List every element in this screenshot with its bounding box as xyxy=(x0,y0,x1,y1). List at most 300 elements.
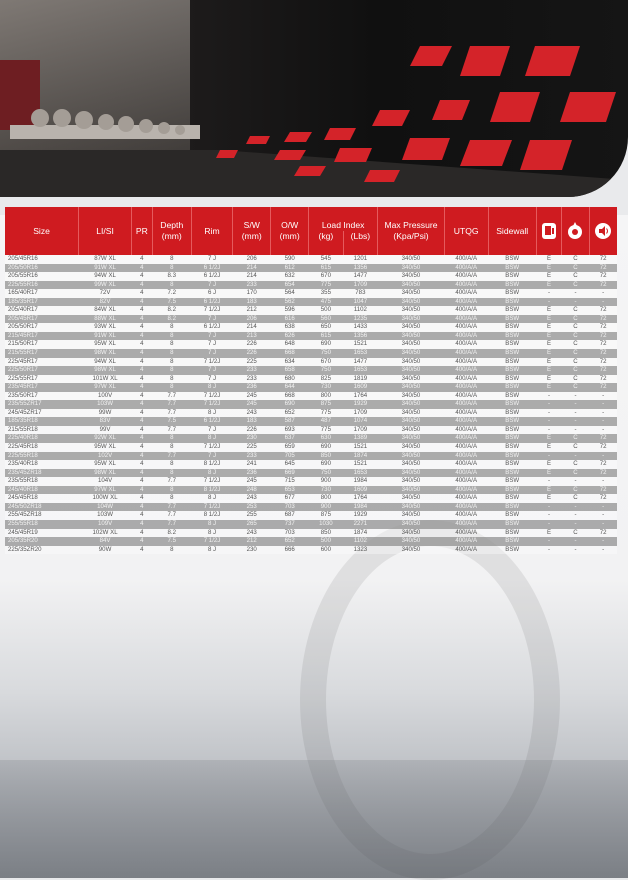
cell-pr: 4 xyxy=(132,315,153,324)
cell-depth: 7.7 xyxy=(152,392,191,401)
cell-max-pressure: 340/50 xyxy=(378,417,445,426)
cell-size: 205/55R16 xyxy=(5,272,79,281)
cell-pr: 4 xyxy=(132,281,153,290)
cell-size: 245/45ZR17 xyxy=(5,409,79,418)
cell-size: 225/40R18 xyxy=(5,434,79,443)
cell-rolling-noise: - xyxy=(589,298,617,307)
cell-pr: 4 xyxy=(132,529,153,538)
cell-size: 245/40R18 xyxy=(5,486,79,495)
cell-rolling-noise: 72 xyxy=(589,443,617,452)
cell-ow: 659 xyxy=(271,443,309,452)
cell-load-lbs: 783 xyxy=(343,289,378,298)
cell-max-pressure: 340/50 xyxy=(378,434,445,443)
sw-unit: (mm) xyxy=(241,231,262,241)
cell-li-si: 99V xyxy=(79,426,132,435)
cell-load-kg: 355 xyxy=(309,289,344,298)
cell-size: 235/55ZR17 xyxy=(5,400,79,409)
cell-sw: 233 xyxy=(233,452,271,461)
cell-ow: 562 xyxy=(271,298,309,307)
cell-sw: 226 xyxy=(233,426,271,435)
cell-depth: 7.7 xyxy=(152,409,191,418)
cell-rim: 7 J xyxy=(191,255,232,264)
cell-utqg: 400/A/A xyxy=(444,426,488,435)
table-row xyxy=(5,486,617,495)
cell-load-kg: 670 xyxy=(309,358,344,367)
cell-fuel-efficiency: E xyxy=(536,264,561,273)
cell-rim: 6 1/2J xyxy=(191,298,232,307)
cell-load-kg: 545 xyxy=(309,255,344,264)
cell-li-si: 83V xyxy=(79,417,132,426)
cell-rim: 8 1/2J xyxy=(191,460,232,469)
cell-li-si: 104V xyxy=(79,477,132,486)
cell-max-pressure: 340/50 xyxy=(378,358,445,367)
cell-max-pressure: 340/50 xyxy=(378,289,445,298)
cell-rolling-noise: 72 xyxy=(589,375,617,384)
cell-rolling-noise: 72 xyxy=(589,349,617,358)
cell-load-lbs: 1709 xyxy=(343,281,378,290)
cell-max-pressure: 340/50 xyxy=(378,323,445,332)
cell-ow: 668 xyxy=(271,349,309,358)
cell-fuel-efficiency: - xyxy=(536,289,561,298)
cell-fuel-efficiency: - xyxy=(536,409,561,418)
cell-sw: 225 xyxy=(233,443,271,452)
cell-sidewall: BSW xyxy=(488,486,536,495)
cell-utqg: 400/A/A xyxy=(444,529,488,538)
table-row xyxy=(5,375,617,384)
cell-depth: 7.7 xyxy=(152,426,191,435)
cell-load-lbs: 1323 xyxy=(343,546,378,555)
cell-ow: 687 xyxy=(271,511,309,520)
cell-fuel-efficiency: - xyxy=(536,503,561,512)
cell-li-si: 101W XL xyxy=(79,375,132,384)
cell-sw: 213 xyxy=(233,332,271,341)
cell-li-si: 100W XL xyxy=(79,494,132,503)
cell-wet-grip: C xyxy=(562,529,590,538)
cell-sw: 214 xyxy=(233,323,271,332)
cell-depth: 7.5 xyxy=(152,298,191,307)
cell-ow: 668 xyxy=(271,392,309,401)
cell-ow: 638 xyxy=(271,323,309,332)
cell-max-pressure: 340/50 xyxy=(378,315,445,324)
cell-load-lbs: 1609 xyxy=(343,383,378,392)
cell-size: 225/55R16 xyxy=(5,281,79,290)
cell-li-si: 95W XL xyxy=(79,340,132,349)
cell-wet-grip: - xyxy=(562,511,590,520)
cell-wet-grip: C xyxy=(562,375,590,384)
cell-fuel-efficiency: E xyxy=(536,375,561,384)
table-row xyxy=(5,358,617,367)
cell-ow: 693 xyxy=(271,426,309,435)
cell-pr: 4 xyxy=(132,306,153,315)
cell-utqg: 400/A/A xyxy=(444,306,488,315)
cell-depth: 8 xyxy=(152,349,191,358)
cell-depth: 8 xyxy=(152,264,191,273)
cell-size: 205/35R20 xyxy=(5,537,79,546)
cell-load-kg: 475 xyxy=(309,298,344,307)
cell-ow: 596 xyxy=(271,306,309,315)
cell-sidewall: BSW xyxy=(488,537,536,546)
cell-li-si: 102V xyxy=(79,452,132,461)
cell-wet-grip: C xyxy=(562,383,590,392)
cell-rolling-noise: - xyxy=(589,546,617,555)
cell-ow: 680 xyxy=(271,375,309,384)
cell-load-lbs: 1477 xyxy=(343,358,378,367)
table-row xyxy=(5,306,617,315)
ow-unit: (mm) xyxy=(279,231,300,241)
table-row xyxy=(5,272,617,281)
cell-pr: 4 xyxy=(132,298,153,307)
cell-fuel-efficiency: E xyxy=(536,340,561,349)
cell-ow: 637 xyxy=(271,434,309,443)
cell-utqg: 400/A/A xyxy=(444,349,488,358)
cell-ow: 677 xyxy=(271,494,309,503)
cell-load-kg: 730 xyxy=(309,486,344,495)
cell-rim: 7 1/2J xyxy=(191,400,232,409)
cell-size: 225/45R17 xyxy=(5,358,79,367)
cell-fuel-efficiency: E xyxy=(536,383,561,392)
cell-sw: 233 xyxy=(233,366,271,375)
cell-sidewall: BSW xyxy=(488,366,536,375)
table-row xyxy=(5,511,617,520)
cell-rolling-noise: - xyxy=(589,409,617,418)
cell-fuel-efficiency: - xyxy=(536,546,561,555)
cell-load-kg: 850 xyxy=(309,529,344,538)
cell-load-lbs: 1235 xyxy=(343,315,378,324)
cell-max-pressure: 340/50 xyxy=(378,400,445,409)
cell-depth: 8 xyxy=(152,323,191,332)
depth-unit: (mm) xyxy=(161,231,182,241)
cell-load-lbs: 1389 xyxy=(343,434,378,443)
cell-rim: 6 1/2J xyxy=(191,272,232,281)
cell-pr: 4 xyxy=(132,537,153,546)
cell-pr: 4 xyxy=(132,289,153,298)
cell-load-lbs: 1929 xyxy=(343,400,378,409)
cell-sw: 206 xyxy=(233,255,271,264)
col-sidewall: Sidewall xyxy=(488,207,536,255)
cell-pr: 4 xyxy=(132,349,153,358)
cell-rolling-noise: 72 xyxy=(589,264,617,273)
table-row xyxy=(5,409,617,418)
cell-sw: 255 xyxy=(233,511,271,520)
cell-sw: 226 xyxy=(233,340,271,349)
cell-size: 215/45R17 xyxy=(5,332,79,341)
cell-fuel-efficiency: - xyxy=(536,452,561,461)
cell-load-lbs: 1764 xyxy=(343,494,378,503)
cell-max-pressure: 340/50 xyxy=(378,469,445,478)
cell-pr: 4 xyxy=(132,520,153,529)
cell-li-si: 102W XL xyxy=(79,529,132,538)
cell-wet-grip: C xyxy=(562,486,590,495)
cell-rolling-noise: 72 xyxy=(589,486,617,495)
cell-pr: 4 xyxy=(132,443,153,452)
cell-utqg: 400/A/A xyxy=(444,255,488,264)
cell-pr: 4 xyxy=(132,366,153,375)
cell-rim: 8 J xyxy=(191,494,232,503)
cell-li-si: 103W xyxy=(79,400,132,409)
cell-rim: 8 J xyxy=(191,529,232,538)
cell-size: 225/55R18 xyxy=(5,452,79,461)
cell-sidewall: BSW xyxy=(488,349,536,358)
cell-utqg: 400/A/A xyxy=(444,281,488,290)
cell-sidewall: BSW xyxy=(488,315,536,324)
table-body xyxy=(5,255,617,554)
cell-max-pressure: 340/50 xyxy=(378,529,445,538)
cell-rim: 7 1/2J xyxy=(191,537,232,546)
cell-li-si: 99W xyxy=(79,409,132,418)
cell-sidewall: BSW xyxy=(488,452,536,461)
cell-li-si: 100V xyxy=(79,392,132,401)
col-size: Size xyxy=(5,207,79,255)
cell-max-pressure: 340/50 xyxy=(378,255,445,264)
cell-sidewall: BSW xyxy=(488,392,536,401)
cell-ow: 737 xyxy=(271,520,309,529)
cell-pr: 4 xyxy=(132,255,153,264)
cell-load-kg: 775 xyxy=(309,281,344,290)
cell-load-kg: 630 xyxy=(309,434,344,443)
cell-sidewall: BSW xyxy=(488,383,536,392)
cell-li-si: 94W XL xyxy=(79,358,132,367)
cell-size: 235/50R17 xyxy=(5,392,79,401)
cell-pr: 4 xyxy=(132,400,153,409)
cell-sidewall: BSW xyxy=(488,520,536,529)
cell-load-lbs: 1201 xyxy=(343,255,378,264)
cell-max-pressure: 340/50 xyxy=(378,340,445,349)
cell-utqg: 400/A/A xyxy=(444,537,488,546)
cell-depth: 8 xyxy=(152,358,191,367)
cell-load-lbs: 1819 xyxy=(343,375,378,384)
cell-ow: 590 xyxy=(271,255,309,264)
col-rim: Rim xyxy=(191,207,232,255)
cell-rolling-noise: - xyxy=(589,426,617,435)
cell-utqg: 400/A/A xyxy=(444,358,488,367)
cell-sw: 233 xyxy=(233,375,271,384)
cell-ow: 669 xyxy=(271,469,309,478)
cell-fuel-efficiency: E xyxy=(536,281,561,290)
cell-sw: 230 xyxy=(233,546,271,555)
cell-load-kg: 670 xyxy=(309,272,344,281)
col-fuel-efficiency xyxy=(536,207,561,255)
cell-max-pressure: 340/50 xyxy=(378,477,445,486)
cell-utqg: 400/A/A xyxy=(444,400,488,409)
cell-rolling-noise: 72 xyxy=(589,281,617,290)
cell-rim: 7 1/2J xyxy=(191,503,232,512)
cell-rim: 7 J xyxy=(191,340,232,349)
cell-wet-grip: C xyxy=(562,460,590,469)
cell-wet-grip: C xyxy=(562,340,590,349)
table-header xyxy=(5,207,617,255)
cell-load-lbs: 1356 xyxy=(343,264,378,273)
cell-depth: 8 xyxy=(152,494,191,503)
cell-utqg: 400/A/A xyxy=(444,375,488,384)
table-row xyxy=(5,349,617,358)
cell-sw: 212 xyxy=(233,537,271,546)
cell-ow: 626 xyxy=(271,332,309,341)
cell-load-kg: 487 xyxy=(309,417,344,426)
cell-sw: 248 xyxy=(233,486,271,495)
cell-sw: 233 xyxy=(233,281,271,290)
cell-rim: 8 J xyxy=(191,434,232,443)
table-row xyxy=(5,443,617,452)
table-row xyxy=(5,529,617,538)
cell-load-kg: 730 xyxy=(309,383,344,392)
table-row xyxy=(5,298,617,307)
cell-utqg: 400/A/A xyxy=(444,503,488,512)
cell-rolling-noise: 72 xyxy=(589,460,617,469)
fuel-efficiency-icon xyxy=(541,222,557,240)
cell-load-kg: 875 xyxy=(309,400,344,409)
table-row xyxy=(5,477,617,486)
cell-pr: 4 xyxy=(132,417,153,426)
cell-fuel-efficiency: E xyxy=(536,434,561,443)
table-row xyxy=(5,323,617,332)
cell-li-si: 104W xyxy=(79,503,132,512)
cell-load-kg: 560 xyxy=(309,315,344,324)
cell-max-pressure: 340/50 xyxy=(378,409,445,418)
cell-load-lbs: 1929 xyxy=(343,511,378,520)
cell-rim: 8 J xyxy=(191,383,232,392)
cell-load-kg: 500 xyxy=(309,306,344,315)
table-row xyxy=(5,340,617,349)
cell-load-lbs: 1874 xyxy=(343,452,378,461)
tyre-spec-table xyxy=(5,207,617,554)
cell-rim: 7 1/2J xyxy=(191,358,232,367)
cell-rolling-noise: 72 xyxy=(589,255,617,264)
cell-rim: 6 J xyxy=(191,289,232,298)
cell-rolling-noise: 72 xyxy=(589,315,617,324)
cell-max-pressure: 340/50 xyxy=(378,366,445,375)
cell-pr: 4 xyxy=(132,332,153,341)
cell-pr: 4 xyxy=(132,469,153,478)
cell-sw: 243 xyxy=(233,494,271,503)
cell-load-lbs: 1984 xyxy=(343,503,378,512)
cell-utqg: 400/A/A xyxy=(444,452,488,461)
cell-utqg: 400/A/A xyxy=(444,546,488,555)
table-row xyxy=(5,469,617,478)
cell-sidewall: BSW xyxy=(488,323,536,332)
cell-fuel-efficiency: E xyxy=(536,469,561,478)
cell-fuel-efficiency: E xyxy=(536,494,561,503)
cell-depth: 8 xyxy=(152,366,191,375)
cell-li-si: 87W XL xyxy=(79,255,132,264)
cell-load-lbs: 1356 xyxy=(343,332,378,341)
cell-size: 225/50R17 xyxy=(5,366,79,375)
cell-utqg: 400/A/A xyxy=(444,460,488,469)
cell-sw: 253 xyxy=(233,503,271,512)
cell-load-lbs: 1521 xyxy=(343,460,378,469)
cell-depth: 8.2 xyxy=(152,315,191,324)
cell-ow: 654 xyxy=(271,281,309,290)
cell-pr: 4 xyxy=(132,323,153,332)
cell-rim: 7 J xyxy=(191,281,232,290)
cell-max-pressure: 340/50 xyxy=(378,426,445,435)
table-row xyxy=(5,494,617,503)
col-li-si: LI/SI xyxy=(79,207,132,255)
cell-ow: 703 xyxy=(271,503,309,512)
table-row xyxy=(5,332,617,341)
cell-pr: 4 xyxy=(132,383,153,392)
cell-wet-grip: C xyxy=(562,349,590,358)
cell-sidewall: BSW xyxy=(488,426,536,435)
col-sw xyxy=(233,207,271,255)
cell-rim: 6 1/2J xyxy=(191,417,232,426)
max-pressure-label: Max Pressure xyxy=(384,220,438,230)
cell-utqg: 400/A/A xyxy=(444,520,488,529)
cell-sidewall: BSW xyxy=(488,546,536,555)
table-row xyxy=(5,503,617,512)
cell-sw: 245 xyxy=(233,392,271,401)
cell-rolling-noise: - xyxy=(589,392,617,401)
cell-rolling-noise: 72 xyxy=(589,529,617,538)
cell-load-kg: 850 xyxy=(309,452,344,461)
cell-load-lbs: 1709 xyxy=(343,409,378,418)
cell-pr: 4 xyxy=(132,546,153,555)
cell-utqg: 400/A/A xyxy=(444,340,488,349)
cell-pr: 4 xyxy=(132,503,153,512)
cell-rolling-noise: 72 xyxy=(589,272,617,281)
table-row xyxy=(5,546,617,555)
cell-rolling-noise: - xyxy=(589,520,617,529)
cell-wet-grip: - xyxy=(562,417,590,426)
hero-banner-photo xyxy=(0,0,628,197)
cell-depth: 8 xyxy=(152,469,191,478)
table-row xyxy=(5,264,617,273)
cell-utqg: 400/A/A xyxy=(444,417,488,426)
cell-li-si: 95W XL xyxy=(79,443,132,452)
cell-max-pressure: 340/50 xyxy=(378,486,445,495)
cell-load-kg: 690 xyxy=(309,460,344,469)
cell-max-pressure: 340/50 xyxy=(378,537,445,546)
cell-sidewall: BSW xyxy=(488,477,536,486)
cell-depth: 7.5 xyxy=(152,417,191,426)
cell-rolling-noise: 72 xyxy=(589,323,617,332)
cell-size: 205/50R16 xyxy=(5,264,79,273)
cell-size: 235/45ZR18 xyxy=(5,469,79,478)
cell-utqg: 400/A/A xyxy=(444,409,488,418)
cell-ow: 690 xyxy=(271,400,309,409)
cell-fuel-efficiency: E xyxy=(536,349,561,358)
cell-wet-grip: C xyxy=(562,494,590,503)
cell-rolling-noise: 72 xyxy=(589,434,617,443)
cell-rim: 8 J xyxy=(191,546,232,555)
cell-depth: 8.3 xyxy=(152,272,191,281)
cell-li-si: 98W XL xyxy=(79,349,132,358)
cell-rim: 7 1/2J xyxy=(191,306,232,315)
col-utqg: UTQG xyxy=(444,207,488,255)
cell-size: 245/50ZR18 xyxy=(5,503,79,512)
cell-sw: 245 xyxy=(233,477,271,486)
cell-ow: 715 xyxy=(271,477,309,486)
cell-depth: 7.7 xyxy=(152,477,191,486)
cell-size: 235/55R18 xyxy=(5,477,79,486)
cell-depth: 8.2 xyxy=(152,306,191,315)
cell-fuel-efficiency: E xyxy=(536,486,561,495)
cell-wet-grip: C xyxy=(562,323,590,332)
col-pr: PR xyxy=(132,207,153,255)
cell-depth: 8 xyxy=(152,460,191,469)
cell-depth: 7.7 xyxy=(152,400,191,409)
cell-max-pressure: 340/50 xyxy=(378,298,445,307)
cell-rolling-noise: - xyxy=(589,400,617,409)
cell-sw: 183 xyxy=(233,298,271,307)
cell-sw: 236 xyxy=(233,469,271,478)
cell-sw: 245 xyxy=(233,400,271,409)
cell-wet-grip: C xyxy=(562,255,590,264)
cell-max-pressure: 340/50 xyxy=(378,375,445,384)
cell-size: 235/45R17 xyxy=(5,383,79,392)
cell-sidewall: BSW xyxy=(488,375,536,384)
cell-sw: 226 xyxy=(233,349,271,358)
cell-load-kg: 900 xyxy=(309,477,344,486)
